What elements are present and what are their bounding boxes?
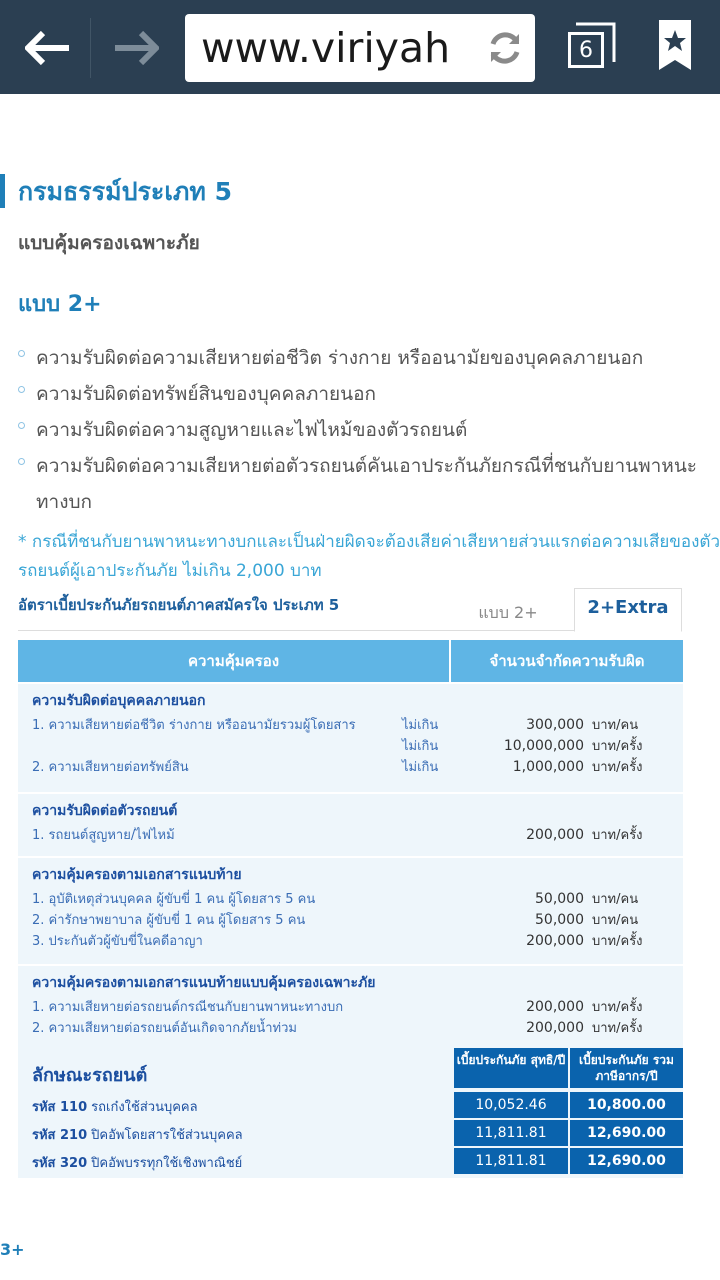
vehicle-type: [32, 1152, 242, 1173]
row-unit: บาท/ครั้ง: [592, 739, 643, 754]
row-unit: บาท/คน: [592, 913, 639, 928]
bullet-item: ความรับผิดต่อความเสียหายต่อชีวิต ร่างกาย หรืออนามัยของบุคคลภายนอก: [18, 340, 718, 376]
plan-heading: แบบ 2+: [18, 292, 102, 317]
vehicle-desc: รถเก๋งใช้ส่วนบุคคล: [91, 1100, 198, 1115]
table-row: [18, 714, 683, 735]
toolbar-divider: [90, 18, 91, 78]
table-row: [18, 996, 683, 1017]
table-row: [18, 735, 683, 756]
total-premium: 12,690.00: [570, 1148, 683, 1174]
table-row: [18, 1017, 683, 1038]
header-total-premium: เบี้ยประกันภัย รวมภาษีอากร/ปี: [570, 1048, 683, 1088]
total-premium: 10,800.00: [570, 1092, 683, 1118]
coverage-section: [18, 794, 683, 856]
row-amount: 50,000: [535, 890, 584, 907]
table-row: [18, 756, 683, 777]
premium-row: [18, 1120, 683, 1146]
vehicle-code: รหัส 110: [32, 1100, 88, 1115]
vehicle-type: [32, 1096, 198, 1117]
row-label: 2. ค่ารักษาพยาบาล ผู้ขับขี่ 1 คน ผู้โดยสาร 5 คน: [32, 913, 306, 928]
page-subtitle: แบบคุ้มครองเฉพาะภัย: [18, 232, 200, 254]
reload-button[interactable]: [485, 28, 525, 72]
net-premium: 11,811.81: [454, 1120, 568, 1146]
row-unit: บาท/ครั้ง: [592, 934, 643, 949]
bullet-item: ความรับผิดต่อทรัพย์สินของบุคคลภายนอก: [18, 376, 718, 412]
arrow-left-icon: [25, 31, 71, 65]
row-limit: ไม่เกิน: [402, 739, 439, 754]
vehicle-desc: ปิคอัพโดยสารใช้ส่วนบุคคล: [91, 1128, 243, 1143]
browser-toolbar: [0, 0, 720, 94]
row-limit: ไม่เกิน: [402, 718, 439, 733]
row-label: 1. รถยนต์สูญหาย/ไฟไหม้: [32, 828, 175, 843]
row-amount: 50,000: [535, 911, 584, 928]
net-premium: 10,052.46: [454, 1092, 568, 1118]
tab-switcher-button[interactable]: [560, 18, 620, 78]
vehicle-code: รหัส 320: [32, 1156, 88, 1171]
net-premium: 11,811.81: [454, 1148, 568, 1174]
deductible-note: * กรณีที่ชนกับยานพาหนะทางบกและเป็นฝ่ายผิดจะต้องเสียค่าเสียหายส่วนแรกต่อความเสียของตัวรถยนต์ผู้เอาประกันภัย ไม่เกิน 2,000 บาท: [18, 532, 720, 581]
total-premium: 12,690.00: [570, 1120, 683, 1146]
row-amount: 10,000,000: [503, 737, 584, 754]
vehicle-code: รหัส 210: [32, 1128, 88, 1143]
bullet-item: ความรับผิดต่อความสูญหายและไฟไหม้ของตัวรถยนต์: [18, 412, 718, 448]
coverage-table: [18, 640, 683, 1048]
row-label: 2. ความเสียหายต่อรถยนต์อันเกิดจากภัยน้ำท่วม: [32, 1021, 297, 1036]
premium-row: [18, 1148, 683, 1174]
url-text: www.viriyah: [201, 24, 451, 72]
rate-table-title: อัตราเบี้ยประกันภัยรถยนต์ภาคสมัครใจ ประเภท 5: [18, 596, 340, 614]
row-amount: 1,000,000: [512, 758, 584, 775]
bookmark-star-icon: [655, 18, 695, 74]
row-label: 2. ความเสียหายต่อทรัพย์สิน: [32, 760, 189, 775]
row-amount: 300,000: [526, 716, 584, 733]
arrow-right-icon: [113, 31, 159, 65]
premium-table: [18, 1046, 683, 1178]
row-amount: 200,000: [526, 998, 584, 1015]
coverage-section: [18, 966, 683, 1048]
header-coverage: ความคุ้มครอง: [18, 640, 451, 682]
section-title: ความคุ้มครองตามเอกสารแนบท้าย: [32, 867, 242, 883]
row-label: 1. อุบัติเหตุส่วนบุคคล ผู้ขับขี่ 1 คน ผู้โดยสาร 5 คน: [32, 892, 316, 907]
address-bar[interactable]: [185, 14, 535, 82]
coverage-bullet-list: [18, 340, 718, 520]
row-amount: 200,000: [526, 826, 584, 843]
bullet-item: ความรับผิดต่อความเสียหายต่อตัวรถยนต์คันเอาประกันภัยกรณีที่ชนกับยานพาหนะทางบก: [18, 448, 718, 520]
table-row: [18, 930, 683, 951]
row-unit: บาท/ครั้ง: [592, 1000, 643, 1015]
row-unit: บาท/ครั้ง: [592, 828, 643, 843]
next-plan-heading: 3+: [0, 1240, 25, 1259]
section-title: ความรับผิดต่อบุคคลภายนอก: [32, 693, 206, 709]
header-liability-limit: จำนวนจำกัดความรับผิด: [489, 652, 645, 670]
row-unit: บาท/คน: [592, 892, 639, 907]
forward-button[interactable]: [96, 12, 176, 84]
tab-count: 6: [568, 32, 604, 68]
vehicle-desc: ปิคอัพบรรทุกใช้เชิงพาณิชย์: [91, 1156, 243, 1171]
vehicle-type: [32, 1124, 243, 1145]
reload-icon: [485, 28, 525, 68]
table-header: [18, 640, 683, 682]
back-button[interactable]: [8, 12, 88, 84]
row-limit: ไม่เกิน: [402, 760, 439, 775]
header-net-premium: เบี้ยประกันภัย สุทธิ/ปี: [454, 1048, 568, 1088]
page-title: กรมธรรม์ประเภท 5: [18, 177, 232, 206]
section-title: ความรับผิดต่อตัวรถยนต์: [32, 803, 178, 819]
tab-plan-2plus-extra[interactable]: 2+Extra: [574, 588, 682, 632]
heading-accent-bar: [0, 174, 5, 208]
table-row: [18, 824, 683, 845]
premium-table-title: ลักษณะรถยนต์: [32, 1065, 148, 1086]
row-label: 1. ความเสียหายต่อรถยนต์กรณีชนกับยานพาหนะทางบก: [32, 1000, 344, 1015]
coverage-section: [18, 858, 683, 964]
table-row: [18, 888, 683, 909]
row-label: 1. ความเสียหายต่อชีวิต ร่างกาย หรืออนามัยรวมผู้โดยสาร: [32, 718, 356, 733]
row-unit: บาท/คน: [592, 718, 639, 733]
tab-plan-2plus[interactable]: แบบ 2+: [478, 603, 538, 622]
bookmark-button[interactable]: [655, 18, 695, 78]
row-label: 3. ประกันตัวผู้ขับขี่ในคดีอาญา: [32, 934, 203, 949]
row-unit: บาท/ครั้ง: [592, 760, 643, 775]
row-amount: 200,000: [526, 1019, 584, 1036]
row-unit: บาท/ครั้ง: [592, 1021, 643, 1036]
row-amount: 200,000: [526, 932, 584, 949]
premium-row: [18, 1092, 683, 1118]
section-title: ความคุ้มครองตามเอกสารแนบท้ายแบบคุ้มครองเฉพาะภัย: [32, 975, 376, 991]
table-row: [18, 909, 683, 930]
coverage-section: [18, 684, 683, 792]
